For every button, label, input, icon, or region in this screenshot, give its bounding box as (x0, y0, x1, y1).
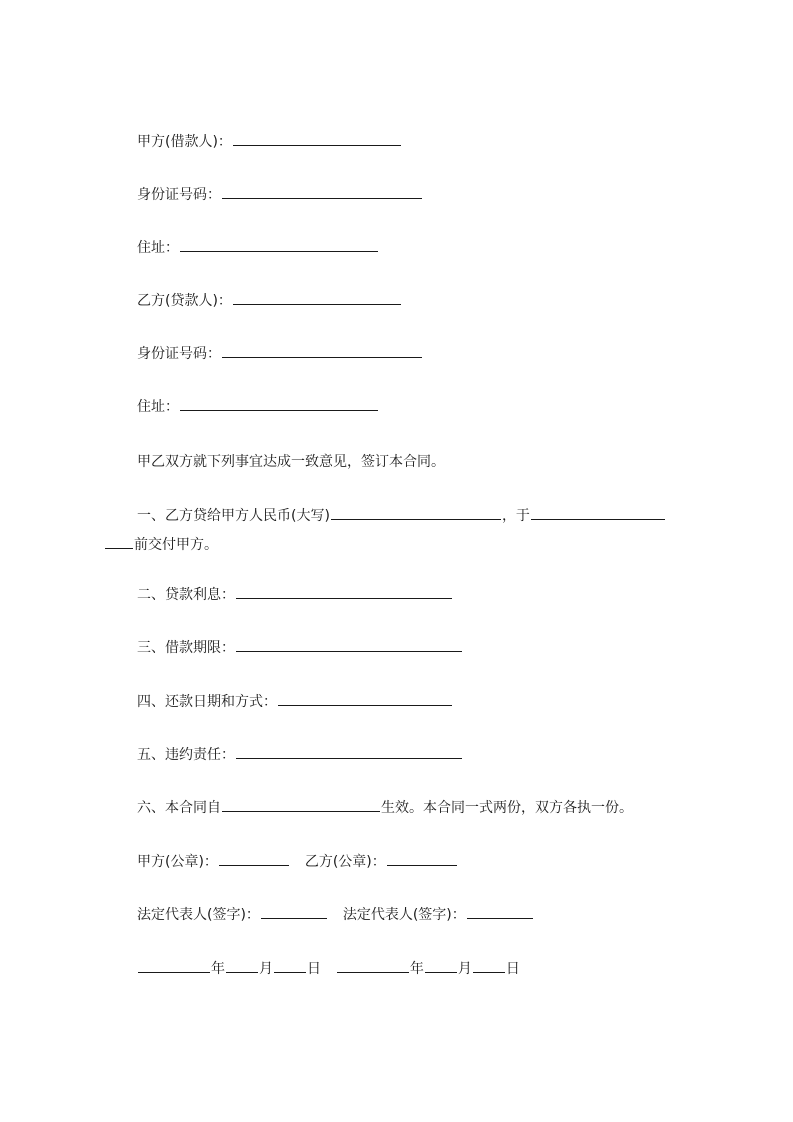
legal-rep-line (137, 904, 534, 925)
party-b-label: 乙方(贷款人)： (137, 293, 232, 309)
party-b-seal-blank[interactable] (387, 851, 457, 866)
party-b-blank[interactable] (233, 290, 401, 305)
seal-line (137, 851, 458, 872)
delivery-date-blank[interactable] (531, 505, 665, 520)
party-b-address-label: 住址： (137, 399, 179, 415)
party-b-address-blank[interactable] (180, 396, 378, 411)
legal-rep-a-blank[interactable] (261, 904, 327, 919)
delivery-date-blank-cont[interactable] (105, 534, 133, 549)
date-b-day: 日 (505, 961, 520, 977)
loan-term-blank[interactable] (236, 637, 462, 652)
clause-5-line (137, 744, 463, 765)
clause-2-line (137, 584, 453, 605)
clause-1-suffix: 前交付甲方。 (134, 537, 218, 553)
clause-4-label: 四、还款日期和方式： (137, 694, 277, 710)
date-b-month: 月 (457, 961, 472, 977)
intro-line (137, 452, 445, 472)
legal-rep-b-blank[interactable] (467, 904, 533, 919)
clause-1-continuation (104, 534, 218, 555)
date-b-day-blank[interactable] (473, 958, 505, 973)
party-a-seal-blank[interactable] (219, 851, 289, 866)
party-a-seal-label: 甲方(公章)： (137, 854, 218, 870)
party-a-id-blank[interactable] (222, 184, 422, 199)
effective-date-blank[interactable] (222, 797, 380, 812)
clause-3-label: 三、借款期限： (137, 640, 235, 656)
intro-text: 甲乙双方就下列事宜达成一致意见，签订本合同。 (137, 454, 445, 470)
clause-2-label: 二、贷款利息： (137, 587, 235, 603)
clause-5-label: 五、违约责任： (137, 747, 235, 763)
party-b-line (137, 290, 402, 311)
date-b-year: 年 (409, 961, 424, 977)
interest-blank[interactable] (236, 584, 452, 599)
date-line (137, 958, 520, 979)
party-b-id-label: 身份证号码： (137, 346, 221, 362)
party-a-label: 甲方(借款人)： (137, 134, 232, 150)
clause-4-line (137, 691, 453, 712)
party-a-address-line (137, 237, 379, 258)
date-b-month-blank[interactable] (425, 958, 457, 973)
date-a-month: 月 (259, 961, 273, 977)
legal-rep-a-label: 法定代表人(签字)： (137, 907, 260, 923)
clause-1-line (137, 505, 666, 526)
date-a-month-blank[interactable] (226, 958, 258, 973)
clause-6-suffix: 生效。本合同一式两份，双方各执一份。 (381, 800, 633, 816)
party-b-address-line (137, 396, 379, 417)
party-a-address-label: 住址： (137, 240, 179, 256)
party-b-id-blank[interactable] (222, 343, 422, 358)
party-a-address-blank[interactable] (180, 237, 378, 252)
party-a-line (137, 131, 402, 152)
date-b-year-blank[interactable] (337, 958, 409, 973)
clause-6-line (137, 797, 633, 818)
repayment-blank[interactable] (278, 691, 452, 706)
party-b-id-line (137, 343, 423, 364)
date-a-day-blank[interactable] (274, 958, 306, 973)
loan-amount-blank[interactable] (331, 505, 501, 520)
legal-rep-b-label: 法定代表人(签字)： (342, 907, 466, 923)
party-b-seal-label: 乙方(公章)： (304, 854, 386, 870)
clause-3-line (137, 637, 463, 658)
clause-6-prefix: 六、本合同自 (137, 800, 221, 816)
date-a-day: 日 (307, 961, 321, 977)
party-a-blank[interactable] (233, 131, 401, 146)
party-a-id-label: 身份证号码： (137, 187, 221, 203)
clause-1-mid: ，于 (501, 508, 530, 524)
date-a-year-blank[interactable] (138, 958, 210, 973)
clause-1-prefix: 一、乙方贷给甲方人民币(大写) (137, 508, 330, 524)
date-a-year: 年 (211, 961, 225, 977)
party-a-id-line (137, 184, 423, 205)
liability-blank[interactable] (236, 744, 462, 759)
